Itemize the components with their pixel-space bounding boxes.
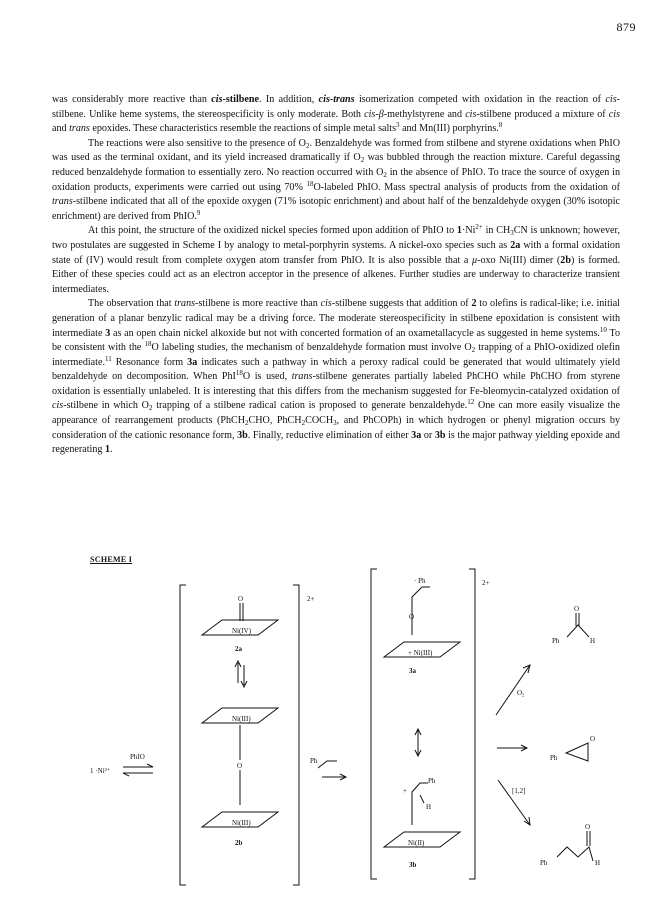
- bracket-right-close: [469, 569, 475, 879]
- bracket-left-close: [293, 585, 299, 885]
- aldehyde-o: O: [585, 823, 591, 831]
- start-label: 1 ·Ni²⁺: [90, 767, 111, 775]
- ni-iii-label-2: Ni(III): [232, 819, 251, 827]
- paragraph: The observation that trans-stilbene is more reactive than cis-stilbene suggests that addition of 2 to olefins is radical-like; i.e. initial generation of a planar benzylic radical may be a driving force. The moderate stereospecificity in stilbene epoxidation is consistent with intermediate 3 as an open chain nickel alkoxide but not with concerted formation of an oxametallacycle as suggested in heme systems.$^{10}$ To be consistent with the $^{18}$O labeling studies, the mechanism of benzaldehyde formation must involve $O_2$ trapping of a PhIO-oxidized olefin intermediate.$^{11}$ Resonance form 3a indicates such a pathway in which a peroxy radical could be generated that would ultimately yield benzaldehyde on decomposition. When PhI$^{18}$O is used, trans-stilbene generates partially labeled PhCHO while PhCHO from styrene oxidation is essentially unlabeled. It is interesting that this differs from the mechanism suggested for Fe-bleomycin-catalyzed oxidation of cis-stilbene in which $O_2$ trapping of a stilbene radical cation is proposed to generate benzaldehyde.$^{12}$ One can more easily visualize the appearance of rearrangement products (PhCH$_2$CHO, $PhCH_2COCH_3$, and PhCOPh) in which hydrogen or phenyl migration occurs by consideration of the cationic resonance form, 3b. Finally, reductive elimination of either 3a or 3b is the major pathway yielding epoxide and regenerating 1.: [52, 298, 620, 456]
- benzaldehyde-ph: Ph: [552, 637, 560, 645]
- oxo-o-3a: O: [409, 613, 415, 621]
- reagent-label: PhIO: [130, 753, 145, 761]
- page-number: 879: [616, 20, 636, 34]
- radical-chain-3a: [412, 587, 430, 610]
- bridge-o-2b: O: [237, 762, 243, 770]
- benzaldehyde-o: O: [574, 605, 580, 613]
- scheme-diagram: [0, 555, 663, 903]
- paragraph: was considerably more reactive than cis-stilbene. In addition, cis-trans isomerization competed with oxidation in the reaction of cis-stilbene. Unlike heme systems, the stereospecificity is only moderate. Both cis-β-methylstyrene and cis-stilbene produced a mixture of cis and trans epoxides. These characteristics resemble the reactions of simple metal salts$^3$ and Mn(III) porphyrins.$^8$: [52, 94, 620, 135]
- epoxide-ph: Ph: [550, 754, 558, 762]
- ni-iii-plus-label: + Ni(III): [408, 649, 433, 657]
- scheme-title: SCHEME I: [90, 555, 133, 564]
- phenylacetaldehyde-product: [557, 847, 593, 861]
- label-2b: 2b: [235, 839, 243, 847]
- paragraph: The reactions were also sensitive to the presence of $O_2$. Benzaldehyde was formed from stilbene and styrene oxidations when PhIO was used as the terminal oxidant, and its yield increased dramatically if $O_2$ was bubbled through the reaction mixture. Careful degassing reduced benzaldehyde formation to essentially zero. No reaction occurred with $O_2$ in the absence of PhIO. To trace the source of oxygen in oxidation products, experiments were carried out using 70% $^{18}$O-labeled PhIO. Mass spectral analysis of products from the oxidation of trans-stilbene indicated that all of the epoxide oxygen (71% isotopic enrichment) and about half of the benzaldehyde oxygen (30% isotopic enrichment) are derived from PhIO.$^9$: [52, 137, 621, 222]
- label-2a: 2a: [235, 645, 242, 653]
- cation-ph: Ph: [428, 777, 436, 785]
- shift-label: [1,2]: [512, 787, 526, 795]
- cation-chain-3b: [412, 783, 428, 805]
- epoxide-o: O: [590, 735, 596, 743]
- cation-plus: +: [403, 787, 407, 795]
- oxo-o-2a: O: [238, 595, 244, 603]
- ni-iii-label: Ni(III): [232, 715, 251, 723]
- paragraph: At this point, the structure of the oxidized nickel species formed upon addition of PhIO to $1\cdot Ni^{2+}$ in $CH_3CN$ is unknown; however, two postulates are suggested in Scheme I by analogy to metal-porphyrin systems. A nickel-oxo species such as 2a with a formal oxidation state of (IV) would result from complete oxygen atom transfer from PhIO. It is also possible that a μ-oxo Ni(III) dimer (2b) is formed. Either of these species could act as an electron acceptor in the presence of alkenes. Further studies are underway to characterize transient intermediates.: [52, 223, 621, 295]
- label-3a: 3a: [409, 667, 416, 675]
- benzaldehyde-product: [567, 625, 589, 637]
- body-text: [52, 93, 620, 458]
- radical-ph: · Ph: [414, 577, 426, 585]
- aldehyde-h: H: [595, 859, 601, 867]
- cation-h: H: [426, 803, 432, 811]
- ni-iv-label: Ni(IV): [232, 627, 252, 635]
- epoxide-product: [566, 743, 588, 761]
- benzaldehyde-h: H: [590, 637, 596, 645]
- ni-ii-label: Ni(II): [408, 839, 425, 847]
- bracket-right-open: [371, 569, 377, 879]
- styrene-ph: Ph: [310, 757, 318, 765]
- bracket-left-open: [180, 585, 186, 885]
- o2-label: O₂: [517, 689, 525, 697]
- label-3b: 3b: [409, 861, 417, 869]
- aldehyde-ph: Ph: [540, 859, 548, 867]
- charge-2: 2+: [307, 595, 315, 603]
- charge-3: 2+: [482, 579, 490, 587]
